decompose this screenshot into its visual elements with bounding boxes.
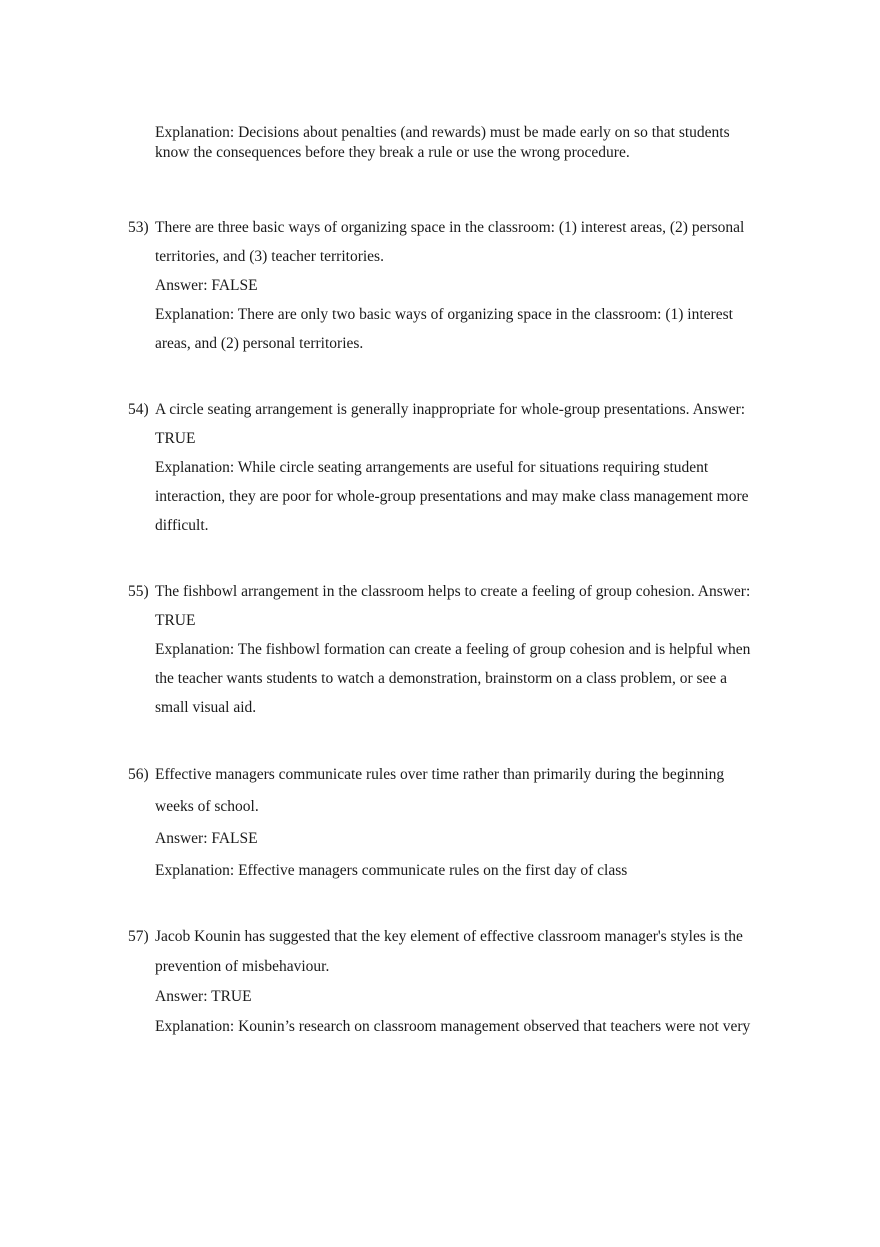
question-text-line: TRUE (155, 612, 196, 629)
question-text-line: Effective managers communicate rules over time rather than primarily during the beginning (155, 766, 725, 783)
explanation-line: the teacher wants students to watch a demonstration, brainstorm on a class problem, or see a (155, 670, 728, 687)
explanation-line: Explanation: While circle seating arrangements are useful for situations requiring student (155, 459, 709, 476)
explanation-52 (155, 123, 775, 163)
question-text-line: A circle seating arrangement is generally inappropriate for whole-group presentations. Answer: (155, 401, 746, 418)
explanation-line: difficult. (155, 517, 209, 534)
explanation-line: small visual aid. (155, 699, 257, 716)
explanation-line: Explanation: There are only two basic ways of organizing space in the classroom: (1) interest (155, 306, 733, 323)
question-text-line: Jacob Kounin has suggested that the key element of effective classroom manager's styles is the (155, 928, 743, 945)
explanation-line: Explanation: Decisions about penalties (and rewards) must be made early on so that students (155, 124, 730, 141)
question-text-line: There are three basic ways of organizing space in the classroom: (1) interest areas, (2) personal (155, 219, 745, 236)
explanation-line: know the consequences before they break a rule or use the wrong procedure. (155, 144, 630, 161)
question-number: 56) (128, 766, 149, 783)
answer-text: Answer: FALSE (155, 277, 258, 294)
question-number: 54) (128, 401, 149, 418)
explanation-line: interaction, they are poor for whole-group presentations and may make class management more (155, 488, 749, 505)
explanation-line: Explanation: The fishbowl formation can create a feeling of group cohesion and is helpful when (155, 641, 751, 658)
question-number: 57) (128, 928, 149, 945)
question-text-line: The fishbowl arrangement in the classroom helps to create a feeling of group cohesion. Answer: (155, 583, 751, 600)
explanation-line: Explanation: Kounin’s research on classroom management observed that teachers were not very (155, 1018, 751, 1035)
question-text-line: prevention of misbehaviour. (155, 958, 330, 975)
question-text-line: territories, and (3) teacher territories. (155, 248, 384, 265)
question-text-line: weeks of school. (155, 798, 259, 815)
question-text-line: TRUE (155, 430, 196, 447)
answer-text: Answer: FALSE (155, 830, 258, 847)
explanation-line: Explanation: Effective managers communicate rules on the first day of class (155, 862, 628, 879)
question-number: 53) (128, 219, 149, 236)
explanation-line: areas, and (2) personal territories. (155, 335, 364, 352)
question-number: 55) (128, 583, 149, 600)
answer-text: Answer: TRUE (155, 988, 252, 1005)
